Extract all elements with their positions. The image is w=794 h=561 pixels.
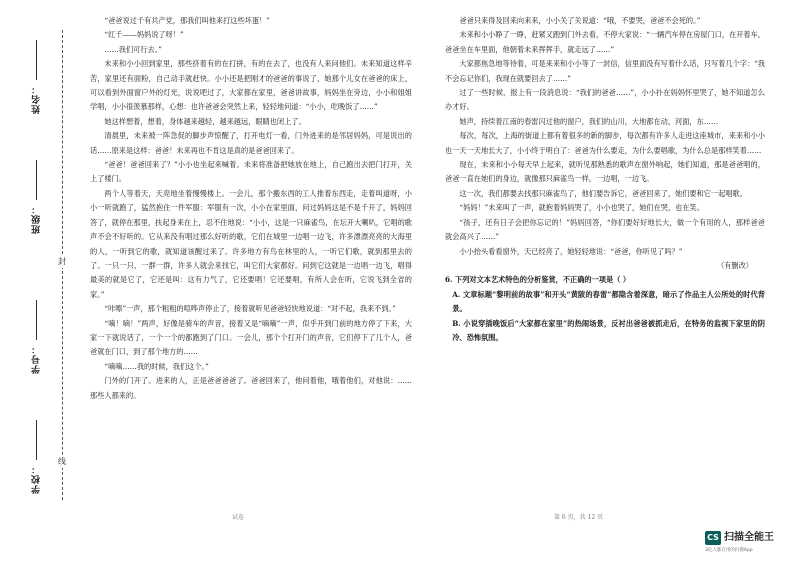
question-option-b: B. 小说穿插晚饭后“大家都在家里”的热闹场景，反衬出爸爸被抓走后，在特务的监视下家里的阴冷、恐怖氛围。: [452, 318, 765, 342]
cut-mark-seal: 封: [58, 257, 66, 266]
right-text-column: [445, 14, 765, 345]
paragraph: “孩子，还有日子会把你忘记的！”妈妈回答，“你们要好好地长大，做一个有用的人，那样爸爸就会高兴了……”: [445, 217, 765, 242]
paragraph: 大家都焦急地等待着，可是来来和小小等了一封信，信里面没有写着什么话，只写着几个字：“我不会忘记你们，我现在就要回去了……”: [445, 59, 765, 83]
paragraph: 爸爸只来得及回来向来来，小小关了关说道：“哦，不要哭，爸爸不会死的。”: [459, 16, 701, 25]
name-label: 姓名：: [30, 40, 43, 114]
source-note: （有删改）: [717, 260, 753, 270]
paragraph: 未来和小小睁了一睁，赶紧又跑到门外去看，不停大家说：“一辆汽车停在房屋门口，在开着车，爸爸坐在车里面，他朝着未来挥挥手，就走远了……”: [445, 30, 765, 54]
class-label: 班级：: [30, 160, 43, 234]
camscanner-logo-icon: CS: [705, 531, 721, 545]
question-stem: 6. 下列对文本艺术特色的分析鉴赏，不正确的一项是（ ）: [445, 275, 631, 285]
paragraph: 小小抬头看看窗外，天已经亮了，她轻轻地说：“爸爸，你听见了吗？”: [459, 246, 683, 256]
paragraph: “爸爸！爸爸回来了？”小小也坐起来喊着。未来将准备把她放在地上，自己跑出去把门打开，关上了楼门。: [90, 160, 412, 184]
paragraph: “爸爸说过千有共产党，那我们叫他来打这些坏蛋！”: [104, 16, 270, 25]
paragraph: 她这样想着，想着，身体越来越轻，越来越远，眼睛也闭上了。: [104, 116, 306, 126]
school-label: 学校：: [30, 420, 43, 494]
watermark-tagline: 3亿人都在用的扫描App: [705, 548, 753, 553]
paragraph: 两个人等着天，天亮地坐着慢慢楼上。一会儿，那个搬东西的工人推着东西走，走着叫道呀，小小一听就跑了，猛然抱住一件军服：军服有一次，小小在家里面，问过妈妈这是不是千开了，妈妈回答了，就停在那里，扶起身来在上，忍不住地说：“小小，这是一只麻雀鸟，在坛开大喇叭，它唱的歌声不会不好听的。它从来没有唱过那么好听的歌，它们在城里一边唱一边飞，许多漂漂亮亮的大海里的人，一听到它的歌，就知道该醒过来了。许多地方有鸟在林里的人，一听它们歌，就到那里去的了。一只一只、一群一群，许多人就会来找它，叫它们大家都好。问到它这就是一边唱一边飞，唱得最美的就是它了，它还是叫：这有力气了，它还要唱！它还要唱，有所人会在听，它说飞到全省的家。”: [90, 188, 412, 299]
paragraph: 清晨里，未来被一阵急促的脚步声惊醒了，打开电灯一看，门外进来的是邻居妈妈，可是说出的话……原来是这样：爸爸！未来再也不肯这是真的是爸爸回来了。: [90, 131, 412, 155]
paragraph: 每次，每次，上海的街道上都有着很多的新的脚步，每次都有许多人走进这座城市，来来和小小也一天一天地长大了，小小终于明白了：爸爸为什么要走，为什么要唱歌，为什么总是那样笑着……: [445, 131, 765, 155]
cut-mark-line: 线: [58, 457, 66, 466]
paragraph: “咔嚓”一声，那个粗粗的喧哗声停止了，接着就听见爸爸轻快地说道：“对不起，我来不到。”: [104, 304, 396, 314]
paragraph: 现在，未来和小小每天早上起来，就听见那熟悉的歌声在窗外响起，她们知道，那是爸爸唱的，爸爸一直在她们的身边，就像那只麻雀鸟一样，一边唱，一边飞。: [445, 160, 765, 184]
question-option-a: A. 文章标题“黎明前的故事”和开头“黄陂的春雷”都隐含着深意，暗示了作品主人公所处的时代背景。: [452, 289, 765, 314]
paragraph: ……我们可行去。”: [104, 44, 162, 54]
left-text-column: [90, 14, 412, 403]
paragraph: “嘀嘀……我的时候，我们这个。”: [104, 361, 209, 371]
page-footer-left: 试卷: [232, 514, 245, 521]
paragraph: 这一次，我们都要去找那只麻雀鸟了，他们要告诉它，爸爸回来了，她们要和它一起唱歌。: [459, 188, 747, 198]
paragraph: 未来和小小回到家里，那些挤着有的在打拼，有的在去了，也没有人来问他们。未来知道这样辛苦，家里还有面粉，自己动手就赶快。小小还是把刚才的爸爸的事说了，她那个儿女在爸爸的床上，可以看到外面窗户外的灯光，说说吧过了，大家都在家里，爸爸讲故事，妈妈坐在旁边，小小和姐姐学唱，小小很羡慕那样，心想：也许爸爸会突然上来，轻轻地问道：“小小，吃晚饭了……”: [90, 59, 412, 112]
paragraph: “妈妈！”未来叫了一声，就抱着妈妈哭了，小小也哭了，她们在哭，也在笑。: [459, 203, 704, 213]
paragraph: 过了一些时候，报上有一段消息说：“我们的爸爸……”，小小扑在妈妈怀里哭了，她不知道怎么办才好。: [445, 88, 765, 112]
scanner-watermark: [705, 531, 789, 557]
paragraph: “嘀！嘀！”两声，好像是骑车的声音，接着又是“嘀嘀”一声，似乎开到门前的地方停了下来，大家一下就说话了，一个一个的都跑到了门口。一会儿，那个个打开门的声音，它们停下了几个人，爸爸就在门口，到了那个地方的……: [90, 318, 412, 357]
watermark-app-name: 扫描全能王: [724, 532, 774, 543]
student-id-label: 学号：: [30, 300, 43, 374]
paragraph: 门外的门开了。进来的人，正是爸爸爸爸了。爸爸回来了，他问着他，哦着他们，对他说：……那些人都来的。: [90, 376, 412, 400]
page-footer-right: 第 6 页，共 12 页: [554, 514, 604, 521]
binding-gutter: [0, 0, 86, 561]
paragraph: 她声，持续着江南的春雷闪过他的窗户，我们的山川，大地都在动，河面，东……: [459, 116, 719, 126]
paragraph: “红千——妈妈说了呀！”: [104, 30, 184, 40]
